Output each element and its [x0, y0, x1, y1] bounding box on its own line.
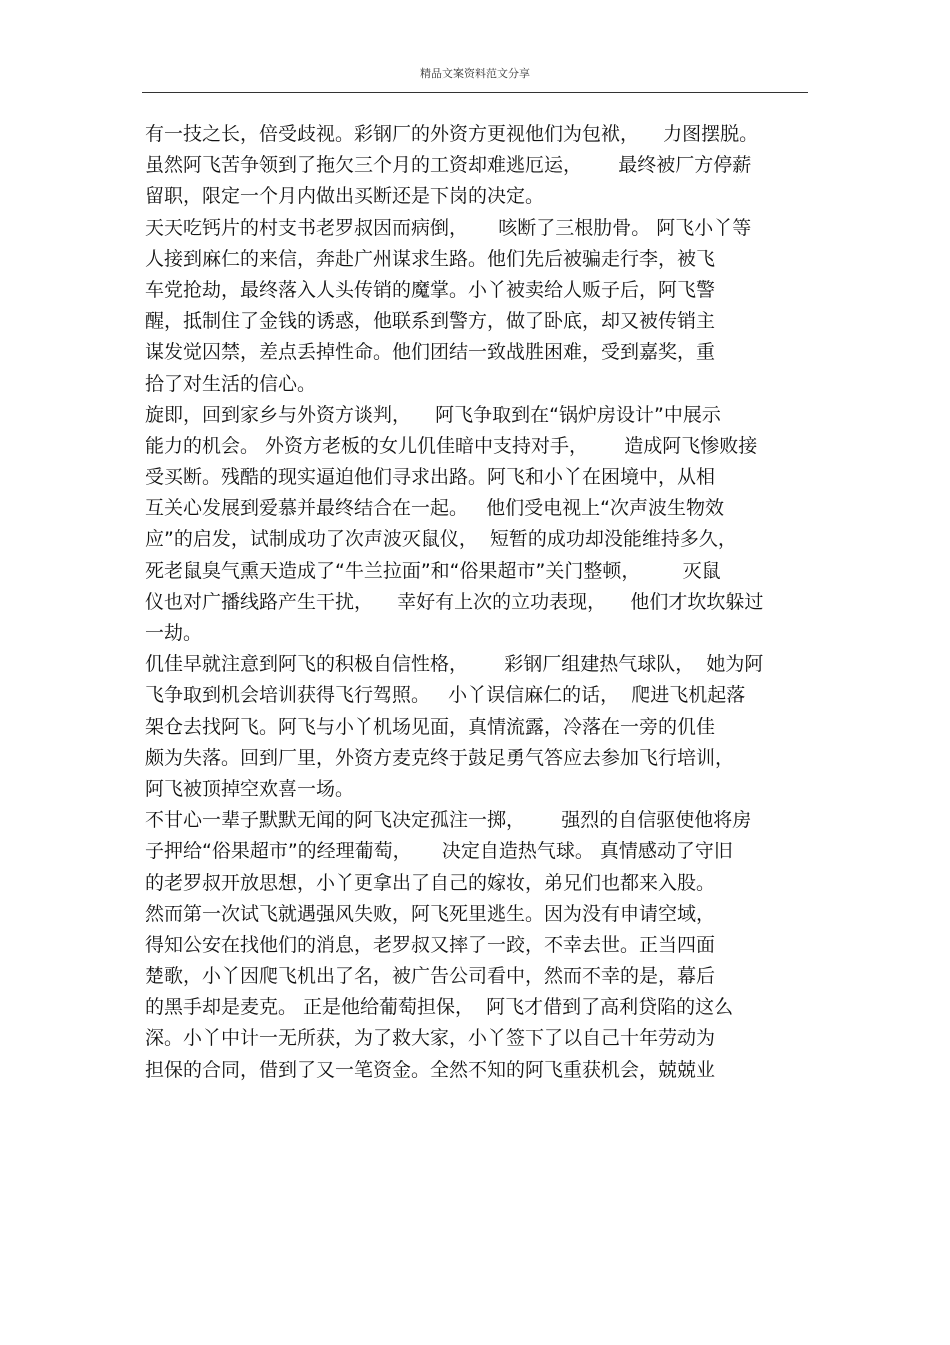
text-line: 颇为失落。回到厂里，外资方麦克终于鼓足勇气答应去参加飞行培训，	[145, 746, 735, 769]
page-header	[142, 66, 808, 93]
text-line: 不甘心一辈子默默无闻的阿飞决定孤注一掷， 强烈的自信驱使他将房	[145, 809, 752, 832]
text-line: 仪也对广播线路产生干扰， 幸好有上次的立功表现， 他们才坎坎躲过	[145, 590, 764, 613]
text-line: 的黑手却是麦克。 正是他给葡萄担保， 阿飞才借到了高利贷陷的这么	[145, 996, 734, 1019]
text-line: 互关心发展到爱慕并最终结合在一起。 他们受电视上“次声波生物效	[145, 497, 724, 520]
text-line: 拾了对生活的信心。	[145, 372, 317, 395]
text-line: 有一技之长，倍受歧视。彩钢厂的外资方更视他们为包袱， 力图摆脱。	[145, 123, 759, 145]
text-line: 醒，抵制住了金钱的诱惑，他联系到警方，做了卧底，却又被传销主	[145, 310, 716, 333]
text-line: 阿飞被顶掉空欢喜一场。	[145, 777, 355, 800]
text-line: 受买断。残酷的现实逼迫他们寻求出路。阿飞和小丫在困境中，从相	[145, 466, 716, 489]
text-line: 子押给“俗果超市”的经理葡萄， 决定自造热气球。 真情感动了守旧	[145, 840, 733, 863]
text-line: 谋发觉囚禁，差点丢掉性命。他们团结一致战胜困难，受到嘉奖，重	[145, 341, 716, 364]
text-line: 天天吃钙片的村支书老罗叔因而病倒， 咳断了三根肋骨。 阿飞小丫等	[145, 216, 752, 239]
text-line: 飞争取到机会培训获得飞行驾照。 小丫误信麻仁的话， 爬进飞机起落	[145, 684, 746, 707]
text-line: 然而第一次试飞就遇强风失败，阿飞死里逃生。因为没有申请空域，	[145, 902, 716, 925]
text-line: 楚歌，小丫因爬飞机出了名，被广告公司看中，然而不幸的是，幕后	[145, 965, 716, 988]
text-line: 车党抢劫，最终落入人头传销的魔掌。小丫被卖给人贩子后，阿飞警	[145, 278, 716, 301]
text-line: 的老罗叔开放思想，小丫更拿出了自己的嫁妆，弟兄们也都来入股。	[145, 871, 716, 894]
text-line: 一劫。	[145, 622, 203, 644]
text-line: 留职，限定一个月内做出买断还是下岗的决定。	[145, 185, 545, 208]
text-line: 深。小丫中计一无所获，为了救大家，小丫签下了以自己十年劳动为	[145, 1027, 716, 1050]
text-line: 死老鼠臭气熏天造成了“牛兰拉面”和“俗果超市”关门整顿， 灭鼠	[145, 559, 721, 582]
text-line: 得知公安在找他们的消息，老罗叔又摔了一跤，不幸去世。正当四面	[145, 933, 716, 956]
document-body	[145, 119, 820, 1086]
text-line: 虽然阿飞苦争领到了拖欠三个月的工资却难逃厄运， 最终被厂方停薪	[145, 154, 752, 177]
text-line: 旋即，回到家乡与外资方谈判， 阿飞争取到在“锅炉房设计”中展示	[145, 403, 721, 426]
text-line: 架仓去找阿飞。阿飞与小丫机场见面，真情流露，冷落在一旁的仉佳	[145, 715, 716, 738]
text-line: 人接到麻仁的来信，奔赴广州谋求生路。他们先后被骗走行李，被飞	[145, 247, 716, 270]
text-line: 能力的机会。 外资方老板的女儿仉佳暗中支持对手， 造成阿飞惨败接	[145, 434, 758, 457]
header-text: 精品文案资料范文分享	[420, 67, 530, 80]
text-line: 仉佳早就注意到阿飞的积极自信性格， 彩钢厂组建热气球队， 她为阿	[145, 653, 764, 676]
text-line: 应”的启发，试制成功了次声波灭鼠仪， 短暂的成功却没能维持多久，	[145, 528, 737, 551]
text-line: 担保的合同，借到了又一笔资金。全然不知的阿飞重获机会，兢兢业	[145, 1058, 716, 1081]
